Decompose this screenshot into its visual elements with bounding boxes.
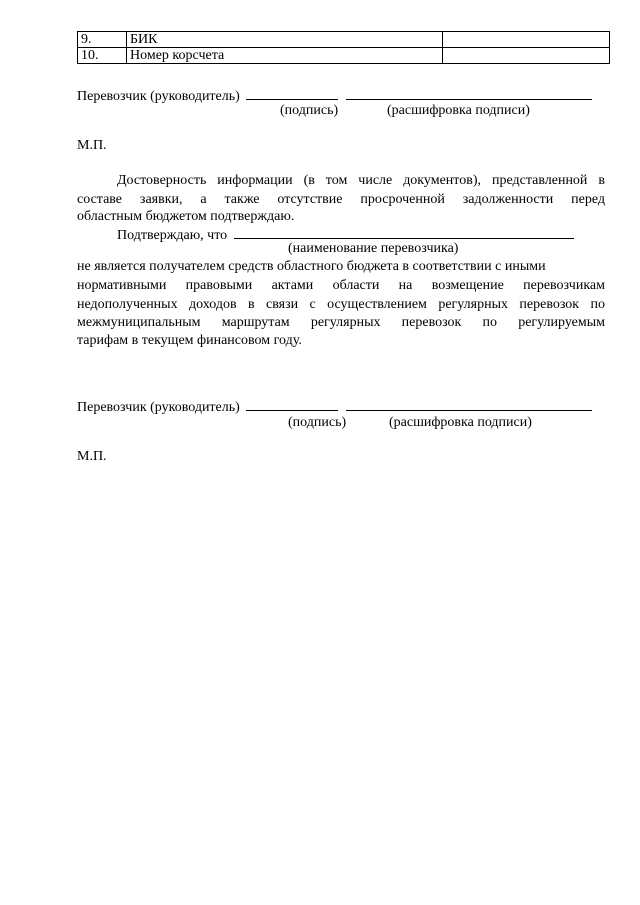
row-number: 9.	[78, 32, 127, 48]
carrier-name-caption: (наименование перевозчика)	[288, 241, 459, 256]
table-row	[78, 32, 610, 48]
confirm-line-2: составе заявки, а также отсутствие просроченной задолженности перед	[77, 192, 605, 207]
signature-line	[246, 397, 338, 411]
confirm2-line-1: не является получателем средств областного бюджета в соответствии с иными	[77, 259, 546, 274]
signature-decode-line	[346, 397, 592, 411]
stamp-mark-2: М.П.	[77, 449, 107, 464]
confirm-line-1: Достоверность информации (в том числе документов), представленной в	[117, 173, 605, 188]
confirm2-line-5: тарифам в текущем финансовом году.	[77, 333, 302, 348]
signature-caption: (подпись)	[280, 103, 339, 118]
confirm-line-3: областным бюджетом подтверждаю.	[77, 209, 295, 224]
row-name: БИК	[127, 32, 443, 48]
row-value	[443, 48, 610, 64]
carrier-name-line	[234, 225, 574, 239]
confirm2-line-3: недополученных доходов в связи с осуществлением регулярных перевозок по	[77, 297, 605, 312]
signature-decode-line	[346, 86, 592, 100]
row-value	[443, 32, 610, 48]
signature-label: Перевозчик (руководитель)	[77, 89, 240, 104]
row-name: Номер корсчета	[127, 48, 443, 64]
stamp-mark-1: М.П.	[77, 138, 107, 153]
signature-decode-caption: (расшифровка подписи)	[387, 103, 530, 118]
row-number: 10.	[78, 48, 127, 64]
signature-decode-caption: (расшифровка подписи)	[389, 415, 532, 430]
confirm2-line-4: межмуниципальным маршрутам регулярных перевозок по регулируемым	[77, 315, 605, 330]
signature-caption: (подпись)	[288, 415, 347, 430]
confirm2-prefix: Подтверждаю, что	[117, 228, 228, 243]
signature-label: Перевозчик (руководитель)	[77, 400, 240, 415]
requisites-table	[77, 31, 610, 64]
signature-line	[246, 86, 338, 100]
confirm2-line-2: нормативными правовыми актами области на возмещение перевозчикам	[77, 278, 605, 293]
table-row	[78, 48, 610, 64]
